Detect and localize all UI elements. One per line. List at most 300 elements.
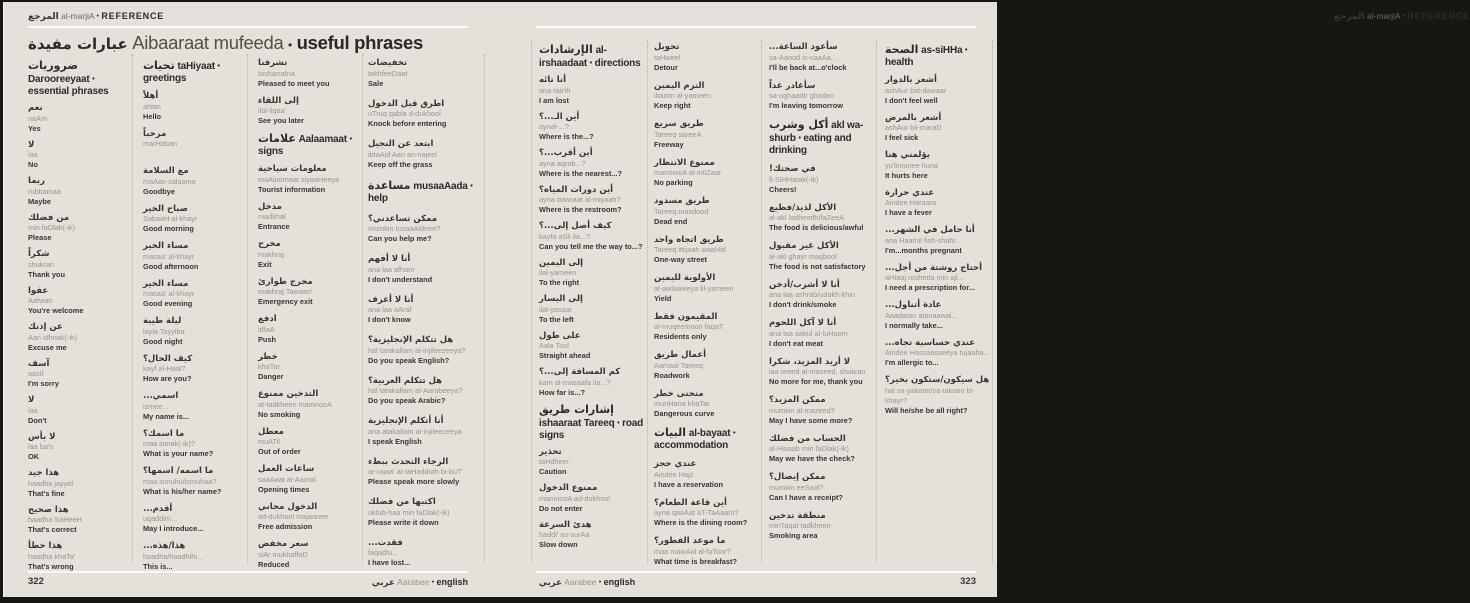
entry-arabic: ادفع xyxy=(258,314,277,324)
entry-arabic: عادة أتناول... xyxy=(885,300,942,310)
header-rule xyxy=(536,26,976,28)
entry-transliteration: mamnooA ad-dukhool xyxy=(539,493,610,503)
entry-english: Where is the restroom? xyxy=(539,205,622,214)
bullet-separator: • xyxy=(964,45,968,54)
phrase-entry xyxy=(769,241,875,272)
entry-arabic: معطل xyxy=(258,426,284,437)
phrase-entry xyxy=(368,295,481,326)
entry-arabic: تحويل xyxy=(654,42,680,52)
entry-english: Detour xyxy=(654,62,678,72)
entry-transliteration: ashAur bid-dawaar xyxy=(885,85,947,95)
page-number: 322 xyxy=(28,576,44,587)
entry-transliteration: hal tatakallam al-Aarabeeya? xyxy=(368,386,463,395)
bullet-separator: • xyxy=(733,428,736,437)
phrase-entry xyxy=(143,166,244,197)
entry-transliteration: Tareeq sareeA xyxy=(654,129,702,139)
entry-transliteration: ana taa'ih xyxy=(539,85,571,95)
entry-transliteration: mamnooA al-intiZaar xyxy=(654,168,722,177)
entry-arabic: سعر مخفض xyxy=(258,539,309,549)
entry-english: May we have the check? xyxy=(769,454,855,463)
phrase-entry xyxy=(769,164,875,195)
title-transliteration: Aibaaraat mufeeda xyxy=(132,32,284,53)
phrase-entry xyxy=(885,263,993,294)
bullet-separator: • xyxy=(1402,13,1405,20)
phrase-entry xyxy=(28,176,126,207)
entry-arabic: التدخين ممنوع xyxy=(258,389,319,399)
entry-transliteration: taHweel xyxy=(654,52,681,62)
section-header xyxy=(885,44,993,69)
entry-english: How far is...? xyxy=(539,387,585,397)
footer-arabic: عربي xyxy=(539,578,562,588)
entry-arabic: معلومات سياحية xyxy=(258,164,327,174)
entry-english: Can you tell me the way to...? xyxy=(539,241,643,251)
entry-transliteration: Aamaal Tareeq xyxy=(654,360,703,370)
entry-transliteration: al-Hisaab min faDlak(-ik) xyxy=(769,444,849,453)
phrase-entry xyxy=(654,119,760,150)
entry-arabic: أشعر بالدوار xyxy=(885,75,937,85)
phrase-entry xyxy=(539,447,644,478)
entry-english: That's correct xyxy=(28,525,77,534)
section-transliteration: musaaAada xyxy=(413,180,468,192)
footer-rule xyxy=(28,571,468,573)
entry-english: Tourist information xyxy=(258,184,326,194)
phrase-entry xyxy=(28,103,126,134)
phrase-entry xyxy=(654,536,760,567)
entry-arabic: عندي حرارة xyxy=(885,187,935,198)
entry-english: I am lost xyxy=(539,95,569,105)
phrase-entry xyxy=(28,286,126,317)
header-section-label: REFERENCE xyxy=(101,11,165,21)
entry-english: I speak English xyxy=(368,436,422,446)
entry-transliteration: yu'limunee huna xyxy=(885,160,938,170)
phrase-entry xyxy=(654,350,760,381)
entry-transliteration: laa xyxy=(28,405,38,415)
entry-english: Excuse me xyxy=(28,342,67,352)
phrase-entry xyxy=(769,395,875,426)
entry-english: Dangerous curve xyxy=(654,409,715,418)
entry-transliteration: ayna dawraat al-miyaah? xyxy=(539,195,621,204)
entry-transliteration: rubbamaa xyxy=(28,186,61,196)
phrase-entry xyxy=(885,338,993,369)
entry-transliteration: makhraj Tawaari' xyxy=(258,287,313,296)
entry-arabic: ممنوع الدخول xyxy=(539,483,598,493)
entry-arabic: ليلة طيبة xyxy=(143,316,182,326)
column-divider xyxy=(247,54,248,564)
entry-transliteration: sa-Aaood is-saaAa... xyxy=(769,52,837,62)
entry-english: Will he/she be all right? xyxy=(885,405,968,415)
bullet-separator: • xyxy=(92,74,95,83)
entry-english: I'll be back at...o'clock xyxy=(769,62,847,72)
column-divider xyxy=(876,40,877,564)
entry-english: Sale xyxy=(368,78,384,88)
footer-transliteration: Aarabee xyxy=(397,577,430,587)
entry-english: Caution xyxy=(539,467,567,476)
column-divider xyxy=(992,40,993,564)
entry-arabic: لا xyxy=(28,139,35,150)
entry-transliteration: sa-ughaadir ghadan xyxy=(769,91,834,100)
footer-english: english xyxy=(603,577,636,587)
section-english: road signs xyxy=(539,417,644,441)
entry-arabic: لا بأس xyxy=(28,431,56,442)
phrase-entry xyxy=(654,273,760,304)
section-arabic: أكل وشرب xyxy=(769,118,829,131)
entry-arabic: هذا جيد xyxy=(28,468,60,478)
phrase-entry xyxy=(143,354,244,385)
entry-arabic: عندي حجز xyxy=(654,459,697,469)
entry-transliteration: Aaadatan atanaawal... xyxy=(885,310,958,320)
entry-arabic: من فضلك xyxy=(28,212,70,223)
section-header xyxy=(368,180,481,205)
phrase-entry xyxy=(769,81,875,112)
entry-arabic: صباح الخير xyxy=(143,203,188,214)
phrase-column xyxy=(769,42,875,549)
entry-english: Keep off the grass xyxy=(368,159,433,169)
entry-arabic: أقدم... xyxy=(143,503,173,514)
entry-transliteration: SabaaH al-khayr xyxy=(143,214,198,223)
entry-transliteration: saaAaat al-Aamal xyxy=(258,474,316,484)
section-header xyxy=(539,44,644,70)
phrase-entry xyxy=(258,389,363,420)
section-header xyxy=(28,60,126,98)
entry-arabic: مخرج xyxy=(258,239,281,249)
entry-arabic: أين الـ...؟ xyxy=(539,111,580,122)
phrase-entry xyxy=(539,483,644,514)
phrase-entry xyxy=(539,294,644,325)
entry-arabic: كم المسافة إلى...؟ xyxy=(539,367,621,377)
phrase-entry xyxy=(28,395,126,426)
section-english: greetings xyxy=(143,73,187,84)
entry-english: That's fine xyxy=(28,488,65,498)
section-transliteration: al-bayaat xyxy=(688,428,731,439)
entry-arabic: سأعود الساعة... xyxy=(769,42,838,52)
entry-arabic: ممنوع الانتظار xyxy=(654,157,715,168)
entry-transliteration: ashAur bil-maraD xyxy=(885,123,942,132)
entry-transliteration: ana laa afham xyxy=(368,264,415,274)
entry-arabic: مخرج طوارئ xyxy=(258,276,313,287)
entry-english: Freeway xyxy=(654,139,684,149)
entry-arabic: أعمال طريق xyxy=(654,350,707,360)
phrase-entry xyxy=(143,91,244,122)
phrase-entry xyxy=(143,429,244,460)
phrase-entry xyxy=(258,96,363,127)
bullet-separator: • xyxy=(598,579,602,586)
entry-transliteration: aasif xyxy=(28,369,44,378)
phrase-entry xyxy=(28,322,126,353)
section-arabic: ضروريات xyxy=(28,59,78,72)
entry-english: You're welcome xyxy=(28,306,84,315)
entry-arabic: المقيمون فقط xyxy=(654,311,718,322)
entry-arabic: عن إذنك xyxy=(28,322,63,332)
section-header xyxy=(539,404,644,442)
phrase-entry xyxy=(368,538,481,569)
footer-transliteration: Aarabee xyxy=(564,577,597,587)
entry-transliteration: haadha/haadhihi... xyxy=(143,551,204,561)
entry-arabic: طريق سريع xyxy=(654,119,704,129)
column-divider xyxy=(531,40,532,564)
entry-arabic: هل سيكون/ستكون بخير؟ xyxy=(885,375,990,385)
entry-transliteration: naAm xyxy=(28,113,48,123)
book-spread xyxy=(3,2,1470,597)
entry-english: Entrance xyxy=(258,222,290,231)
entry-transliteration: laa ureed al-mazeed, shukran xyxy=(769,367,866,376)
entry-arabic: يؤلمني هنا xyxy=(885,150,930,160)
bullet-separator: • xyxy=(431,579,435,586)
entry-arabic: أنا تائه xyxy=(539,75,566,85)
phrase-entry xyxy=(769,280,875,311)
entry-arabic: عفوا xyxy=(28,285,49,296)
entry-transliteration: Aafwan xyxy=(28,296,53,305)
entry-arabic: نعم xyxy=(28,103,43,113)
entry-english: Can you help me? xyxy=(368,234,432,243)
entry-english: One-way street xyxy=(654,255,707,264)
phrase-entry xyxy=(654,158,760,189)
section-transliteration: ishaaraat Tareeq xyxy=(539,417,615,429)
entry-transliteration: masaa' al-khayr xyxy=(143,251,195,261)
section-english: essential phrases xyxy=(28,86,109,97)
footer-english: english xyxy=(436,577,468,587)
entry-english: That's wrong xyxy=(28,561,74,571)
entry-transliteration: kayfa aSil ila...? xyxy=(539,231,591,241)
entry-english: I don't understand xyxy=(368,274,433,284)
entry-english: Smoking area xyxy=(769,531,818,540)
section-header xyxy=(258,133,363,158)
entry-english: No more for me, thank you xyxy=(769,377,863,386)
entry-english: Residents only xyxy=(654,332,707,341)
entry-english: Can I have a receipt? xyxy=(769,492,843,502)
phrase-entry xyxy=(539,221,644,252)
entry-arabic: أنا لا أشرب/أدخن xyxy=(769,279,840,290)
title-english: useful phrases xyxy=(296,32,423,53)
entry-english: Maybe xyxy=(28,196,52,206)
entry-transliteration: Aindee Hassaasseeya tujaaha... xyxy=(885,348,990,357)
entry-english: I have a reservation xyxy=(654,479,724,489)
phrase-column xyxy=(539,42,644,556)
phrase-entry xyxy=(258,464,363,495)
phrase-entry xyxy=(368,254,481,285)
phrase-entry xyxy=(769,434,875,465)
entry-english: Knock before entering xyxy=(368,119,447,128)
phrase-entry xyxy=(143,466,244,497)
entry-transliteration: ayna aqrab...? xyxy=(539,158,586,168)
entry-english: Good evening xyxy=(143,299,193,308)
entry-transliteration: maa ismuhu/ismuhaa? xyxy=(143,476,217,486)
entry-transliteration: at-tadkheen mamnooA xyxy=(258,399,332,409)
column-divider xyxy=(362,54,363,564)
phrase-entry xyxy=(368,99,481,130)
bullet-separator: • xyxy=(349,134,352,143)
entry-arabic: لا أريد المزيد، شكرا xyxy=(769,356,851,367)
entry-arabic: تخفيضات xyxy=(368,58,408,68)
entry-arabic: التزم اليمين xyxy=(654,80,705,91)
entry-arabic: خطر xyxy=(258,351,278,362)
header-rule xyxy=(28,26,468,28)
entry-english: Free admission xyxy=(258,522,313,531)
entry-english: May I have some more? xyxy=(769,415,853,425)
entry-transliteration: takhfeeDaat xyxy=(368,68,408,78)
section-english: signs xyxy=(258,146,284,157)
entry-english: I don't eat meat xyxy=(769,338,823,348)
entry-transliteration: haddi' as-surAa xyxy=(539,530,590,539)
entry-english: Where is the dining room? xyxy=(654,518,748,527)
entry-arabic: هذا خطأ xyxy=(28,541,63,551)
entry-arabic: أشعر بالمرض xyxy=(885,112,942,123)
phrase-entry xyxy=(258,202,363,233)
entry-arabic: هدئ السرعة xyxy=(539,519,592,530)
entry-transliteration: layla Tayyiba xyxy=(143,326,185,336)
phrase-entry xyxy=(258,239,363,270)
entry-english: Danger xyxy=(258,372,284,381)
section-arabic: إشارات طريق xyxy=(539,402,614,416)
entry-english: I need a prescription for... xyxy=(885,283,975,292)
phrase-entry xyxy=(539,185,644,216)
entry-english: Good night xyxy=(143,336,183,346)
entry-transliteration: munHana khaTar xyxy=(654,399,710,408)
entry-transliteration: mumkin eeSaal? xyxy=(769,482,824,492)
entry-arabic: عندي حساسية تجاه... xyxy=(885,337,976,348)
phrase-column xyxy=(654,42,760,575)
entry-english: No xyxy=(28,160,38,169)
phrase-entry xyxy=(654,81,760,112)
entry-arabic: هل تتكلم الإنجليزية؟ xyxy=(368,335,454,345)
entry-english: I have lost... xyxy=(368,558,411,567)
entry-transliteration: kayf al-Haal? xyxy=(143,364,186,373)
section-arabic: الصحة xyxy=(885,43,919,56)
section-transliteration: Aalaamaat xyxy=(298,134,347,145)
entry-transliteration: ibtaAid Aan an-najeel xyxy=(368,149,437,159)
entry-english: Straight ahead xyxy=(539,351,591,360)
phrase-entry xyxy=(368,58,481,89)
section-arabic: علامات xyxy=(258,132,296,145)
phrase-entry xyxy=(654,235,760,266)
entry-transliteration: ahlan xyxy=(143,101,161,111)
entry-english: What time is breakfast? xyxy=(654,556,737,566)
header-arabic: المرجع xyxy=(28,12,59,22)
phrase-entry xyxy=(885,188,993,219)
phrase-entry xyxy=(769,318,875,349)
entry-english: To the left xyxy=(539,314,574,324)
phrase-entry xyxy=(28,468,126,499)
entry-english: It hurts here xyxy=(885,170,928,180)
section-transliteration: al-irshaadaat xyxy=(539,45,607,69)
phrase-entry xyxy=(28,505,126,536)
entry-english: Please write it down xyxy=(368,517,439,527)
entry-arabic: طريق اتجاه واحد xyxy=(654,234,724,245)
entry-arabic: ابتعد عن النجيل xyxy=(368,139,434,149)
entry-arabic: أين قاعة الطعام؟ xyxy=(654,497,727,508)
entry-transliteration: min faDlak(-ik) xyxy=(28,223,76,232)
entry-transliteration: ilal-liqaa' xyxy=(258,106,287,115)
entry-transliteration: masaa' al-khayr xyxy=(143,289,195,298)
entry-arabic: أنا حامل في الشهر... xyxy=(885,225,975,235)
phrase-entry xyxy=(368,416,481,447)
entry-arabic: مدخل xyxy=(258,201,282,212)
entry-english: Please speak more slowly xyxy=(368,477,460,486)
header-section-label: REFERENCE xyxy=(1407,11,1470,21)
footer-language-strip xyxy=(28,577,468,588)
phrase-entry xyxy=(143,504,244,535)
entry-arabic: كيف الحال؟ xyxy=(143,353,193,364)
phrase-entry xyxy=(654,498,760,529)
entry-arabic: الحساب من فضلك xyxy=(769,433,846,444)
entry-transliteration: ana Haamil fish-shahr... xyxy=(885,235,962,245)
entry-arabic: اسمي... xyxy=(143,391,179,401)
section-english: eating and drinking xyxy=(769,133,852,156)
page-left xyxy=(4,2,498,597)
section-english: help xyxy=(368,192,388,204)
entry-english: Yes xyxy=(28,123,41,133)
entry-arabic: طريق مسدود xyxy=(654,196,710,206)
entry-arabic: أنا لا آكل اللحوم xyxy=(769,318,837,328)
entry-english: Goodbye xyxy=(143,186,176,196)
entry-transliteration: ismee... xyxy=(143,401,169,411)
entry-arabic: ممكن إيصال؟ xyxy=(769,472,826,482)
phrase-entry xyxy=(28,249,126,280)
phrase-entry xyxy=(28,541,126,572)
entry-transliteration: maAas-salaama xyxy=(143,176,196,186)
phrase-column xyxy=(368,58,481,578)
bullet-separator: • xyxy=(217,61,220,70)
entry-english: Yield xyxy=(654,293,672,303)
entry-arabic: شكراً xyxy=(28,249,50,259)
section-english: accommodation xyxy=(654,440,729,451)
phrase-entry xyxy=(143,241,244,272)
phrase-entry xyxy=(885,75,993,106)
section-transliteration: Darooreeyaat xyxy=(28,74,90,85)
title-arabic: عبارات مفيدة xyxy=(28,35,128,53)
entry-english: What is your name? xyxy=(143,449,214,458)
entry-english: See you later xyxy=(258,116,305,125)
entry-english: Opening times xyxy=(258,484,310,494)
entry-english: Do you speak Arabic? xyxy=(368,396,446,405)
entry-english: I'm sorry xyxy=(28,379,59,388)
column-divider xyxy=(132,54,133,564)
entry-english: Slow down xyxy=(539,540,578,549)
entry-english: Push xyxy=(258,334,277,344)
entry-transliteration: maa mawAid al-fuToor? xyxy=(654,546,731,556)
entry-transliteration: muATil xyxy=(258,437,280,446)
phrase-entry xyxy=(368,139,481,170)
entry-english: The food is not satisfactory xyxy=(769,261,866,271)
entry-transliteration: taHdheer xyxy=(539,457,570,466)
phrase-entry xyxy=(769,42,875,73)
entry-arabic: في صحتك! xyxy=(769,164,816,174)
entry-transliteration: haadha SaHeeH xyxy=(28,515,82,524)
entry-transliteration: uktub-haa min faDlak(-ik) xyxy=(368,507,450,517)
entry-transliteration: idfaA xyxy=(258,324,275,334)
entry-english: No parking xyxy=(654,178,693,187)
entry-transliteration: iltazim al-yameen xyxy=(654,91,711,100)
entry-transliteration: Aindee Haraara xyxy=(885,198,937,207)
phrase-entry xyxy=(258,58,363,89)
phrase-entry xyxy=(143,279,244,310)
section-arabic: تحيات xyxy=(143,59,175,72)
entry-arabic: ما اسمك؟ xyxy=(143,428,185,439)
header-transliteration: al-marjiA xyxy=(61,11,95,21)
entry-english: I don't drink/smoke xyxy=(769,300,837,309)
phrase-entry xyxy=(654,459,760,490)
entry-transliteration: madkhal xyxy=(258,212,286,221)
entry-transliteration: ayna qaaAat aT-TaAaam? xyxy=(654,508,739,517)
entry-transliteration: haadha jayyid xyxy=(28,478,74,488)
entry-transliteration: ana laa aAraf xyxy=(368,305,412,314)
entry-transliteration: Aan idhnak(-ik) xyxy=(28,332,78,342)
entry-transliteration: laa ba's xyxy=(28,442,53,451)
entry-arabic: منحنى خطر xyxy=(654,388,704,399)
entry-arabic: أين دورات المياه؟ xyxy=(539,184,614,195)
entry-arabic: مساء الخير xyxy=(143,241,189,251)
entry-english: Where is the nearest...? xyxy=(539,168,622,178)
entry-arabic: ساعات العمل xyxy=(258,464,315,474)
